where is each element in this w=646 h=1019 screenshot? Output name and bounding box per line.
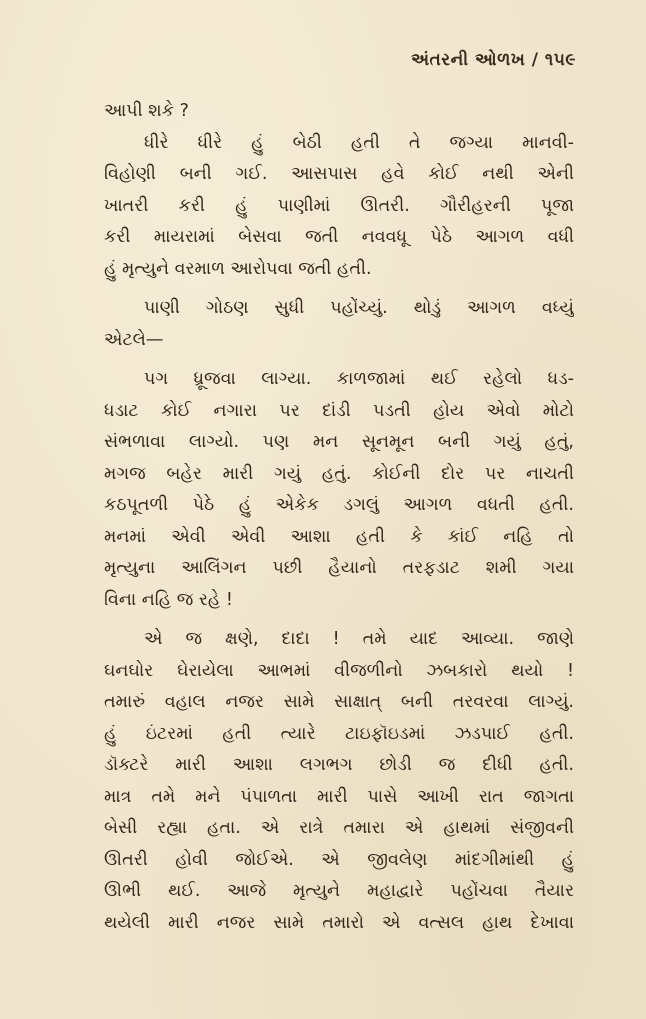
text-line: પાણી ગોઠણ સુધી પહોંચ્યું. થોડું આગળ વધ્યું (144, 298, 574, 318)
text-line: ઊતરી હોવી જોઈએ. એ જીવલેણ માંદગીમાંથી હું (104, 849, 574, 870)
paragraph-1 (104, 96, 574, 128)
text-line: પગ ધ્રૂજવા લાગ્યા. કાળજામાં થઈ રહેલો ધડ- (144, 369, 574, 389)
text-line: વિહોણી બની ગઈ. આસપાસ હવે કોઈ નથી એની (104, 164, 574, 184)
text-line: ઊભી થઈ. આજે મૃત્યુને મહાદ્વારે પહોંચવા તૈયાર (104, 881, 574, 901)
text-line: એટલે— (104, 329, 164, 350)
text-line: માત્ર તમે મને પંપાળતા મારી પાસે આખી રાત જાગતા (104, 786, 574, 807)
text-line: થયેલી મારી નજર સામે તમારો એ વત્સલ હાથ દેખાવા (104, 912, 574, 933)
text-line: મનમાં એવી એવી આશા હતી કે કાંઈ નહિ તો (104, 526, 574, 547)
paragraph-5 (104, 624, 574, 939)
paragraph-3 (104, 293, 574, 356)
running-head: અંતરની ઓળખ / ૧૫૯ (411, 50, 576, 70)
text-line: કરી માયરામાં બેસવા જતી નવવધૂ પેઠે આગળ વધી (104, 227, 574, 247)
text-line: તમારું વહાલ નજર સામે સાક્ષાત્ બની તરવરવા લાગ્યું. (104, 692, 574, 712)
text-line: હું મૃત્યુને વરમાળ આરોપવા જતી હતી. (104, 258, 372, 279)
text-line: બેસી રહ્યા હતા. એ રાત્રે તમારા એ હાથમાં સંજીવની (104, 818, 574, 838)
body-text (104, 96, 574, 939)
paragraph-4 (104, 364, 574, 616)
text-line: મગજ બહેર મારી ગયું હતું. કોઈની દોર પર નાચતી (104, 463, 574, 484)
text-line: ખાતરી કરી હું પાણીમાં ઊતરી. ગૌરીહરની પૂજા (104, 195, 574, 216)
text-line: ધીરે ધીરે હું બેઠી હતી તે જગ્યા માનવી- (144, 132, 574, 153)
text-line: મૃત્યુના આલિંગન પછી હૈયાનો તરફડાટ શમી ગયા (104, 558, 574, 578)
text-line: આપી શકે ? (104, 101, 189, 121)
text-line: ડૉક્ટરે મારી આશા લગભગ છોડી જ દીધી હતી. (104, 755, 574, 775)
text-line: વિના નહિ જ રહે ! (104, 589, 233, 610)
text-line: ઘનઘોર ઘેરાયેલા આભમાં વીજળીનો ઝબકારો થયો ! (104, 660, 574, 681)
text-line: ધડાટ કોઈ નગારા પર દાંડી પડતી હોય એવો મોટો (104, 400, 574, 421)
text-line: હું ઇંટરમાં હતી ત્યારે ટાઇફૉઇડમાં ઝડપાઈ હતી. (104, 723, 574, 744)
text-line: એ જ ક્ષણે, દાદા ! તમે યાદ આવ્યા. જાણે (144, 629, 574, 649)
text-line: કઠપૂતળી પેઠે હું એકેક ડગલું આગળ વધતી હતી. (104, 495, 574, 515)
paragraph-2 (104, 128, 574, 286)
text-line: સંભળાવા લાગ્યો. પણ મન સૂનમૂન બની ગયું હતું, (104, 432, 574, 452)
